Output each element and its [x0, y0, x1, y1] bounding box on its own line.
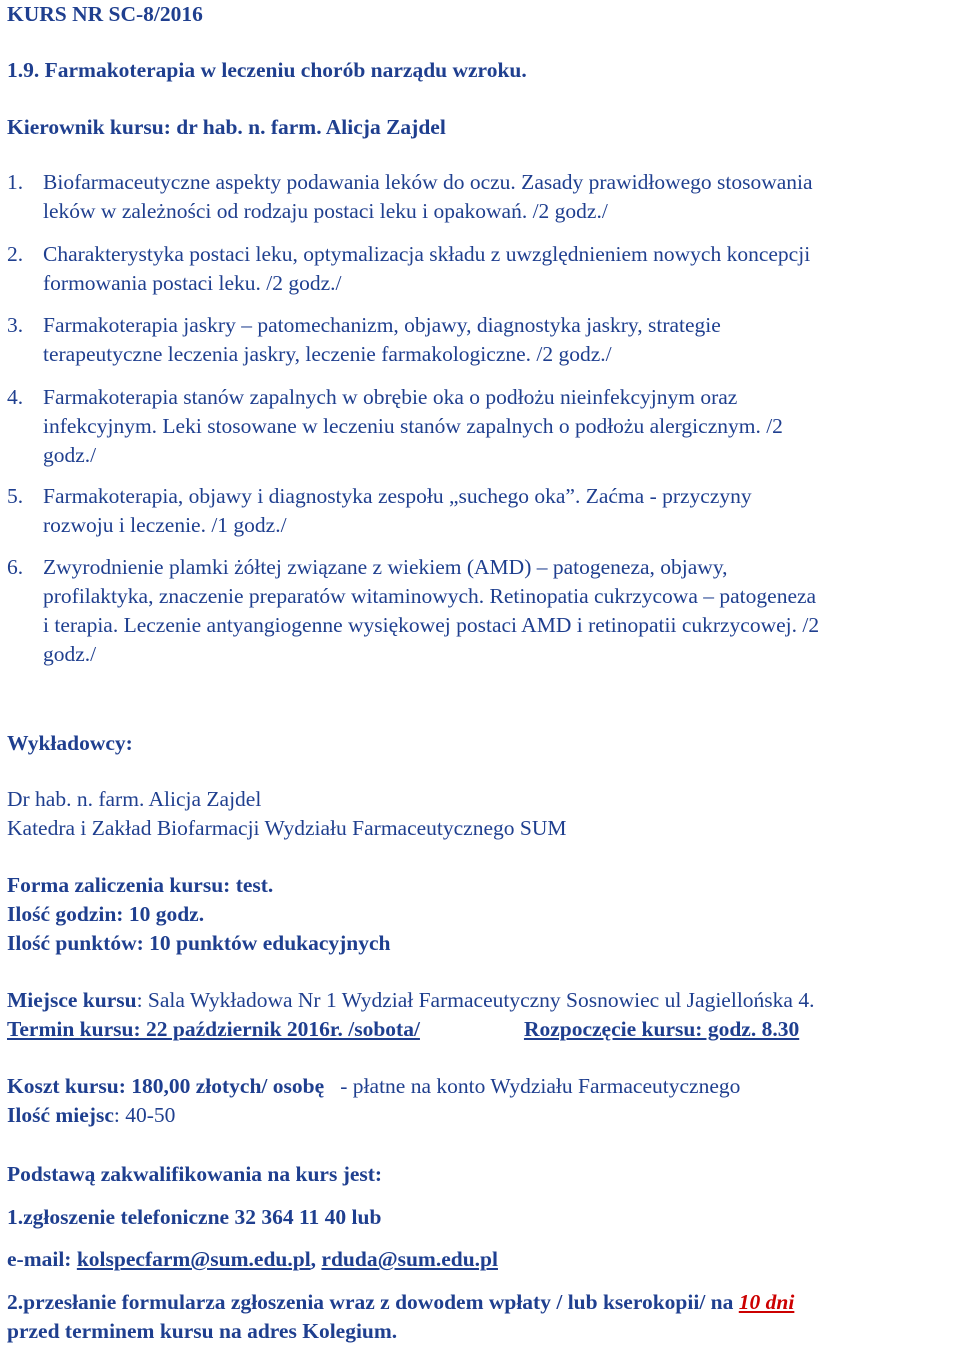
- program-item-line: godz./: [43, 642, 97, 666]
- program-item-line: terapeutyczne leczenia jaskry, leczenie farmakologiczne. /2 godz./: [43, 342, 612, 366]
- program-item-line: Farmakoterapia, objawy i diagnostyka zespołu „suchego oka”. Zaćma - przyczyny: [43, 484, 752, 508]
- program-item-line: Charakterystyka postaci leku, optymalizacja składu z uwzględnieniem nowych koncepcji: [43, 242, 811, 266]
- program-item-line: Biofarmaceutyczne aspekty podawania leków do oczu. Zasady prawidłowego stosowania: [43, 170, 813, 194]
- program-item-number: 4.: [7, 385, 24, 409]
- form-line-1: [7, 1288, 794, 1317]
- program-item-line: rozwoju i leczenie. /1 godz./: [43, 513, 287, 537]
- cost-note: - płatne na konto Wydziału Farmaceutycznego: [324, 1074, 741, 1098]
- lecturers-heading: Wykładowcy:: [7, 731, 133, 755]
- email-separator: ,: [310, 1247, 322, 1271]
- program-item-line: profilaktyka, znaczenie preparatów witaminowych. Retinopatia cukrzycowa – patogeneza: [43, 584, 817, 608]
- program-item-line: i terapia. Leczenie antyangiogenne wysiękowej postaci AMD i retinopatii cukrzycowej. /2: [43, 613, 820, 637]
- program-item-line: infekcyjnym. Leki stosowane w leczeniu stanów zapalnych o podłożu alergicznym. /2: [43, 414, 783, 438]
- form-line-2: przed terminem kursu na adres Kolegium.: [7, 1319, 398, 1343]
- cost-label: Koszt kursu: [7, 1074, 119, 1098]
- course-number: KURS NR SC-8/2016: [7, 2, 203, 26]
- place-value: : Sala Wykładowa Nr 1 Wydział Farmaceutyczny Sosnowiec ul Jagiellońska 4.: [136, 988, 815, 1012]
- qualification-heading: Podstawą zakwalifikowania na kurs jest:: [7, 1162, 383, 1186]
- program-item-line: Farmakoterapia jaskry – patomechanizm, objawy, diagnostyka jaskry, strategie: [43, 313, 721, 337]
- lecturer-name: Dr hab. n. farm. Alicja Zajdel: [7, 787, 262, 811]
- program-item-line: Farmakoterapia stanów zapalnych w obrębie oka o podłożu nieinfekcyjnym oraz: [43, 385, 738, 409]
- form-days: 10 dni: [738, 1290, 795, 1314]
- program-item: [7, 553, 957, 669]
- date-line: [7, 1015, 799, 1044]
- program-item-line: leków w zależności od rodzaju postaci leku i opakowań. /2 godz./: [43, 199, 608, 223]
- program-item-number: 2.: [7, 242, 24, 266]
- start-label: Rozpoczęcie kursu: godz. 8.30: [523, 1017, 800, 1041]
- program-item-text: [43, 168, 957, 226]
- program-item-number: 6.: [7, 555, 24, 579]
- cost-value: : 180,00 złotych/ osobę: [118, 1074, 325, 1098]
- program-item-line: formowania postaci leku. /2 godz./: [43, 271, 342, 295]
- course-director: Kierownik kursu: dr hab. n. farm. Alicja Zajdel: [7, 115, 446, 139]
- seats-label: Ilość miejsc: [7, 1103, 114, 1127]
- email-line: [7, 1245, 498, 1274]
- cost-line: [7, 1072, 740, 1101]
- program-item-line: Zwyrodnienie plamki żółtej związane z wiekiem (AMD) – patogeneza, objawy,: [43, 555, 728, 579]
- points: Ilość punktów: 10 punktów edukacyjnych: [7, 931, 391, 955]
- course-title: 1.9. Farmakoterapia w leczeniu chorób narządu wzroku.: [7, 58, 527, 82]
- form-text: 2.przesłanie formularza zgłoszenia wraz z dowodem wpłaty / lub kserokopii/ na: [7, 1290, 739, 1314]
- date-label: Termin kursu: 22 październik 2016r. /sobota/: [7, 1017, 420, 1041]
- program-item-number: 5.: [7, 484, 24, 508]
- program-item: [7, 482, 957, 540]
- program-item: [7, 311, 957, 369]
- phone-line: 1.zgłoszenie telefoniczne 32 364 11 40 lub: [7, 1205, 382, 1229]
- program-item: [7, 168, 957, 226]
- program-item-line: godz./: [43, 443, 97, 467]
- email-prefix: e-mail:: [7, 1247, 77, 1271]
- email-link-kolspecfarm[interactable]: kolspecfarm@sum.edu.pl: [76, 1247, 311, 1271]
- program-item: [7, 383, 957, 470]
- hours: Ilość godzin: 10 godz.: [7, 902, 205, 926]
- program-item-text: [43, 482, 957, 540]
- place-label: Miejsce kursu: [7, 988, 137, 1012]
- seats-line: [7, 1101, 175, 1130]
- program-item-number: 1.: [7, 170, 24, 194]
- program-item-number: 3.: [7, 313, 24, 337]
- email-link-rduda[interactable]: rduda@sum.edu.pl: [321, 1247, 498, 1271]
- program-item-text: [43, 311, 957, 369]
- lecturer-department: Katedra i Zakład Biofarmacji Wydziału Farmaceutycznego SUM: [7, 816, 567, 840]
- place-line: [7, 986, 814, 1015]
- program-item: [7, 240, 957, 298]
- program-item-text: [43, 553, 957, 669]
- program-item-text: [43, 383, 957, 470]
- seats-value: : 40-50: [113, 1103, 176, 1127]
- exam-form: Forma zaliczenia kursu: test.: [7, 873, 274, 897]
- program-item-text: [43, 240, 957, 298]
